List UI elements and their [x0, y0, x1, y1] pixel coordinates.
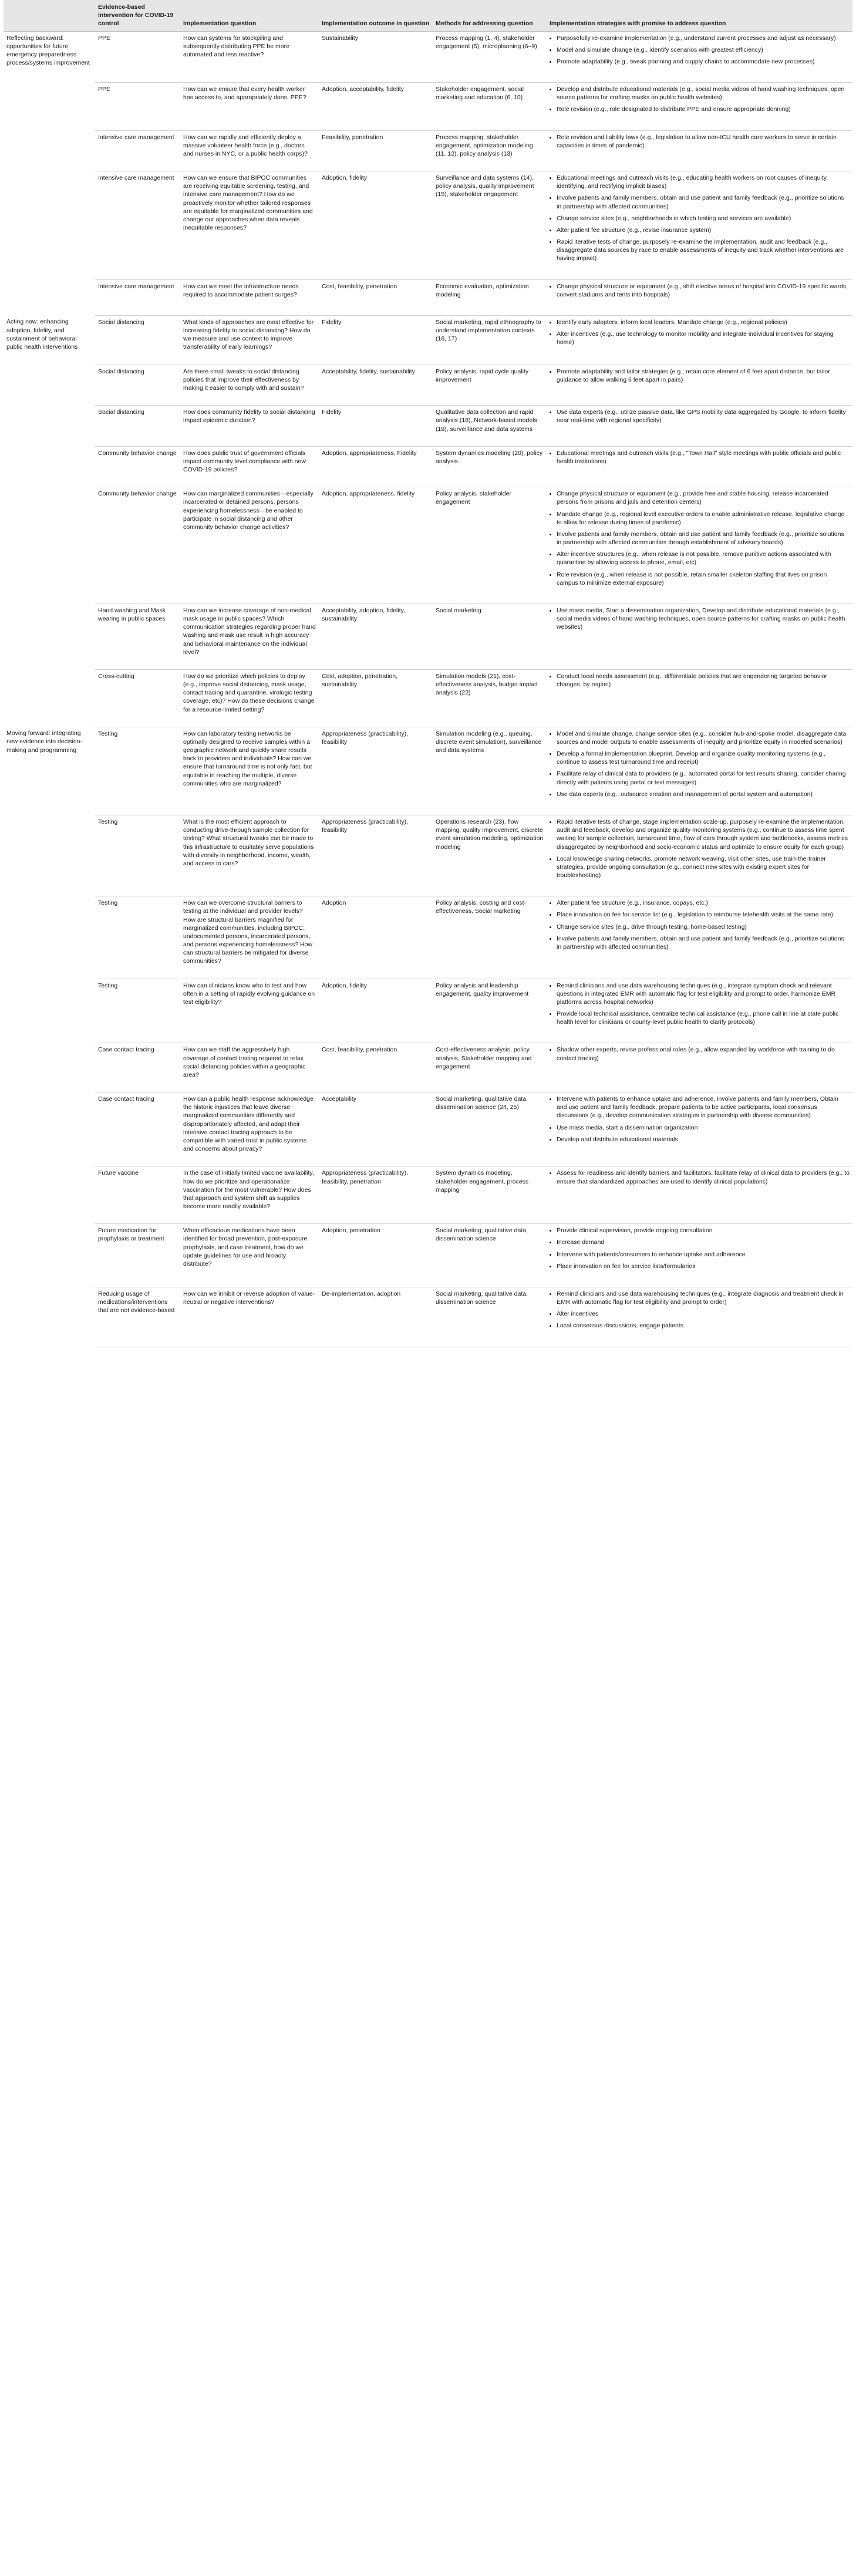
cell-strategies	[547, 896, 852, 979]
table-row	[4, 603, 852, 669]
table-header-row	[4, 0, 852, 31]
cell-question: How can a public health response acknowledge the historic injustices that leave diverse marginalized communities differently and disproportionately affected, and adapt their intensive contact tracing approach to be compatible with varied trust in public systems and concerns about privacy?	[180, 1093, 319, 1166]
strategy-item: • Local consensus discussions, engage patients	[557, 1321, 850, 1330]
cell-strategies	[547, 815, 852, 896]
cell-phase	[4, 446, 95, 487]
table-body	[4, 31, 852, 1347]
strategy-list	[550, 1290, 850, 1330]
cell-phase	[4, 1093, 95, 1166]
strategy-item: • Assess for readiness and identify barriers and facilitators, facilitate relay of clinical data to providers (e.g., to ensure that standardized approaches are used to identify clinical populations)	[557, 1169, 850, 1185]
cell-intervention: PPE	[95, 83, 180, 131]
table-row	[4, 487, 852, 604]
cell-phase	[4, 365, 95, 406]
cell-intervention: Intensive care management	[95, 279, 180, 315]
cell-question: How can we increase coverage of non-medical mask usage in public spaces? Which communication strategies regarding proper hand washing and mask use result in high accuracy and behavioral maintenance on the individual level?	[180, 603, 319, 669]
cell-phase	[4, 1287, 95, 1347]
cell-outcome: Adoption, appropriateness, Fidelity	[319, 446, 433, 487]
cell-outcome: De-implementation, adoption	[319, 1287, 433, 1347]
strategy-item: • Provide clinical supervision, provide ongoing consultation	[557, 1226, 850, 1235]
table-row	[4, 1287, 852, 1347]
implementation-table	[4, 0, 852, 1347]
strategy-item: • Develop and distribute educational materials	[557, 1135, 850, 1144]
table-row	[4, 315, 852, 365]
strategy-item: • Change physical structure or equipment (e.g., shift elective areas of hospital into COVID-19 specific wards, convert stadiums and tents into hospitals)	[557, 282, 850, 299]
cell-question: What is the most efficient approach to conducting drive-through sample collection for testing? What structural tweaks can be made to this infrastructure to equitably serve populations with diversity in neighborhood, income, wealth, and access to cars?	[180, 815, 319, 896]
cell-question: How can systems for stockpiling and subsequently distributing PPE be more automated and less reactive?	[180, 31, 319, 83]
header-phase	[4, 0, 95, 31]
cell-phase	[4, 279, 95, 315]
cell-strategies	[547, 1224, 852, 1287]
cell-outcome: Acceptability, adoption, fidelity, sustainability	[319, 603, 433, 669]
cell-methods: Policy analysis, costing and cost-effectiveness, Social marketing	[433, 896, 547, 979]
strategy-item: • Alter incentive structures (e.g., when release is not possible, remove punitive actions associated with quarantine by allowing access to phone, email, etc)	[557, 550, 850, 567]
strategy-item: • Use data experts (e.g., utilize passive data, like GPS mobility data aggregated by Google, to inform fidelity near real-time with regional specificity)	[557, 408, 850, 424]
cell-methods: Social marketing	[433, 603, 547, 669]
cell-question: How do we prioritize which policies to deploy (e.g., improve social distancing, mask usage, contact tracing and quarantine, virologic testing coverage, etc)? How do these decisions change for a resource-limited setting?	[180, 669, 319, 727]
cell-question: Are there small tweaks to social distancing policies that improve their effectiveness by making it easier to comply with and sustain?	[180, 365, 319, 406]
cell-phase: Reflecting backward: opportunities for future emergency preparedness process/systems improvement	[4, 31, 95, 83]
strategy-item: • Alter incentives (e.g., use technology to monitor mobility and integrate individual incentives for staying home)	[557, 330, 850, 346]
strategy-item: • Change service sites (e.g., neighborhoods in which testing and services are available)	[557, 214, 850, 222]
cell-strategies	[547, 979, 852, 1043]
table-row	[4, 1093, 852, 1166]
table-row	[4, 1166, 852, 1224]
table-row	[4, 365, 852, 406]
cell-intervention: Social distancing	[95, 406, 180, 447]
cell-outcome: Acceptability	[319, 1093, 433, 1166]
cell-outcome: Cost, feasibility, penetration	[319, 1043, 433, 1093]
cell-methods: Simulation models (21), cost-effectiveness analysis, budget impact analysis (22)	[433, 669, 547, 727]
table-row	[4, 1043, 852, 1093]
cell-strategies	[547, 1093, 852, 1166]
cell-strategies	[547, 315, 852, 365]
cell-question: How can laboratory testing networks be optimally designed to receive samples within a geographic network and quickly share results back to providers and individuals? How can we ensure that turnaround time is not only fast, but equitable in reaching the multiple, diverse communities who are marginalized?	[180, 727, 319, 815]
strategy-list	[550, 1046, 850, 1062]
cell-methods: Social marketing, qualitative data, dissemination science	[433, 1224, 547, 1287]
cell-outcome: Fidelity	[319, 315, 433, 365]
cell-question: How can marginalized communities—especially incarcerated or detained persons, persons experiencing homelessness—be enabled to participate in social distancing and other community behavior change activities?	[180, 487, 319, 604]
strategy-item: • Place innovation on fee for service lists/formularies	[557, 1262, 850, 1270]
cell-intervention: Testing	[95, 815, 180, 896]
cell-phase	[4, 979, 95, 1043]
cell-phase: Moving forward: integrating new evidence into decision-making and programming	[6, 730, 82, 754]
cell-phase	[4, 896, 95, 979]
cell-question: How can we rapidly and efficiently deploy a massive volunteer health force (e.g., doctors and nurses in NYC, or a public health corps)?	[180, 130, 319, 171]
cell-phase	[4, 406, 95, 447]
strategy-item: • Remind clinicians and use data warehousing techniques (e.g., integrate diagnosis and treatment check in EMR with automatic flag for test eligibility and prompt to order)	[557, 1290, 850, 1306]
cell-methods: Process mapping, stakeholder engagement, optimization modeling (11, 12), policy analysis (13)	[433, 130, 547, 171]
cell-strategies	[547, 669, 852, 727]
cell-question: How does public trust of government officials impact community level compliance with new COVID-19 policies?	[180, 446, 319, 487]
strategy-item: • Model and simulate change (e.g., identify scenarios with greatest efficiency)	[557, 46, 850, 54]
strategy-list	[550, 408, 850, 424]
strategy-list	[550, 672, 850, 689]
cell-outcome: Feasibility, penetration	[319, 130, 433, 171]
strategy-item: • Rapid iterative tests of change, purposely re-examine the implementation, audit and feedback (e.g., disaggregate data sources by race to enable assessments of inequity and track whether interventions are having impact)	[557, 238, 850, 263]
strategy-item: • Mandate change (e.g., regional level executive orders to enable administrative release, legislative change to allow for release during times of pandemic)	[557, 510, 850, 527]
cell-outcome: Cost, feasibility, penetration	[319, 279, 433, 315]
table-row	[4, 130, 852, 171]
cell-outcome: Appropriateness (practicability), feasibility	[319, 815, 433, 896]
strategy-item: • Increase demand	[557, 1238, 850, 1246]
cell-strategies	[547, 1166, 852, 1224]
cell-phase	[4, 815, 95, 896]
cell-strategies	[547, 406, 852, 447]
cell-methods: Social marketing, rapid ethnography to understand implementation contexts (16, 17)	[433, 315, 547, 365]
strategy-item: • Shadow other experts, revise professional roles (e.g., allow expanded lay workforce with training to do contact tracing)	[557, 1046, 850, 1062]
strategy-list	[550, 318, 850, 347]
strategy-item: • Use mass media, Start a dissemination organization, Develop and distribute educational materials (e.g., social media videos of hand washing techniques, open source patterns for crafting masks on public health websites)	[557, 606, 850, 632]
strategy-list	[550, 282, 850, 299]
strategy-list	[550, 1095, 850, 1144]
strategy-item: • Change physical structure or equipment (e.g., provide free and stable housing, release incarcerated persons from prisons and jails and detention centers)	[557, 490, 850, 506]
cell-strategies	[547, 83, 852, 131]
strategy-list	[550, 730, 850, 798]
strategy-list	[550, 133, 850, 150]
strategy-list	[550, 899, 850, 951]
strategy-list	[550, 85, 850, 114]
cell-intervention: Future vaccine	[95, 1166, 180, 1224]
strategy-item: • Role revision (e.g., when release is not possible, retain smaller skeleton staffing that lives on prison campus to minimize external exposure)	[557, 571, 850, 587]
strategy-item: • Promote adaptability and tailor strategies (e.g., retain core element of 6 feet apart distance, but tailor guidance to allow walking 6 feet apart in pairs)	[557, 367, 850, 384]
cell-intervention: Intensive care management	[95, 130, 180, 171]
strategy-item: • Change service sites (e.g., drive through testing, home-based testing)	[557, 923, 850, 931]
strategy-item: • Intervene with patients/consumers to enhance uptake and adherence	[557, 1250, 850, 1259]
strategy-item: • Involve patients and family members, obtain and use patient and family feedback (e.g., prioritize solutions in partnership with affected communities)	[557, 935, 850, 951]
cell-question: How can we ensure that every health worker has access to, and appropriately dons, PPE?	[180, 83, 319, 131]
strategy-item: • Remind clinicians and use data warehousing techniques (e.g., integrate symptom check and relevant questions in integrated EMR with automatic flag for test eligibility and prompt to order, harmonize EMR platforms across hospital networks)	[557, 982, 850, 1007]
cell-strategies	[547, 603, 852, 669]
strategy-item: • Use mass media, start a dissemination organization	[557, 1124, 850, 1132]
strategy-item: • Intervene with patients to enhance uptake and adherence, involve patients and family members, Obtain and use patient and family feedback, prepare patients to be active participants, local consensus discussions (e.g., develop communication strategies in partnership with diverse communities)	[557, 1095, 850, 1120]
cell-methods: Stakeholder engagement, social marketing and education (6, 10)	[433, 83, 547, 131]
table-row	[4, 31, 852, 83]
cell-intervention: Testing	[95, 896, 180, 979]
cell-intervention: Future medication for prophylaxis or treatment	[95, 1224, 180, 1287]
header-question: Implementation question	[180, 0, 319, 31]
cell-intervention: Community behavior change	[95, 487, 180, 604]
strategy-list	[550, 982, 850, 1027]
cell-methods: Qualitative data collection and rapid analysis (18), Network-based models (19), surveillance and data systems	[433, 406, 547, 447]
cell-methods: Policy analysis and leadership engagement, quality improvement	[433, 979, 547, 1043]
cell-intervention: Social distancing	[95, 365, 180, 406]
table-row	[4, 406, 852, 447]
strategy-item: • Alter patient fee structure (e.g., insurance, copays, etc.)	[557, 899, 850, 907]
cell-intervention: Social distancing	[95, 315, 180, 365]
cell-strategies	[547, 1287, 852, 1347]
strategy-item: • Provide local technical assistance, centralize technical assistance (e.g., phone call in line at state public health level for clinicians or county-level public health to clarify protocols)	[557, 1010, 850, 1026]
strategy-list	[550, 174, 850, 263]
cell-methods: Process mapping (1, 4), stakeholder engagement (5), microplanning (6–9)	[433, 31, 547, 83]
table-row	[4, 669, 852, 727]
strategy-list	[550, 367, 850, 384]
cell-methods: Cost-effectiveness analysis, policy analysis, Stakeholder mapping and engagement	[433, 1043, 547, 1093]
cell-question: How can we inhibit or reverse adoption of value-neutral or negative interventions?	[180, 1287, 319, 1347]
table-row	[4, 815, 852, 896]
cell-strategies	[547, 446, 852, 487]
cell-outcome: Adoption, appropriateness, fidelity	[319, 487, 433, 604]
cell-outcome: Adoption, penetration	[319, 1224, 433, 1287]
cell-intervention: Case contact tracing	[95, 1093, 180, 1166]
strategy-item: • Promote adaptability (e.g., tweak planning and supply chains to accommodate new processes)	[557, 58, 850, 66]
strategy-item: • Educational meetings and outreach visits (e.g., "Town Hall" style meetings with public officials and public health institutions)	[557, 449, 850, 466]
strategy-item: • Rapid iterative tests of change, stage implementation scale-up, purposely re-examine the implementation, audit and feedback, develop and organize quality monitoring systems (e.g., continue to assess time spent waiting for sample collection, turnaround time, flow of cars through system and bottlenecks, assess metrics disaggregated by neighborhood and socio-economic status and optimize to ensure equity for each group)	[557, 818, 850, 851]
cell-methods: System dynamics modeling (20), policy analysis	[433, 446, 547, 487]
strategy-item: • Role revision and liability laws (e.g., legislation to allow non-ICU health care workers to serve in certain capacities in times of pandemic)	[557, 133, 850, 150]
strategy-item: • Alter incentives	[557, 1310, 850, 1318]
cell-strategies	[547, 1043, 852, 1093]
cell-strategies	[547, 279, 852, 315]
cell-question: When efficacious medications have been identified for broad prevention, post-exposure prophylaxis, and case treatment, how do we update guidelines for use and broadly distribute?	[180, 1224, 319, 1287]
cell-intervention: Hand washing and Mask wearing in public spaces	[95, 603, 180, 669]
strategy-item: • Alter patient fee structure (e.g., revise insurance system)	[557, 226, 850, 234]
table-row	[4, 727, 852, 815]
cell-phase	[4, 1224, 95, 1287]
cell-intervention: PPE	[95, 31, 180, 83]
strategy-item: • Involve patients and family members, obtain and use patient and family feedback (e.g., prioritize solutions in partnership with affected communities through establishment of advisory boards)	[557, 530, 850, 547]
cell-intervention: Reducing usage of medications/interventions that are not evidence-based	[95, 1287, 180, 1347]
strategy-list	[550, 34, 850, 66]
cell-intervention: Community behavior change	[95, 446, 180, 487]
cell-methods: System dynamics modeling, stakeholder engagement, process mapping	[433, 1166, 547, 1224]
cell-intervention: Testing	[95, 979, 180, 1043]
header-methods: Methods for addressing question	[433, 0, 547, 31]
cell-question: How can we meet the infrastructure needs required to accommodate patient surges?	[180, 279, 319, 315]
table-row	[4, 83, 852, 131]
cell-question: How can we staff the aggressively high coverage of contact tracing required to relax social distancing policies within a geographic area?	[180, 1043, 319, 1093]
cell-strategies	[547, 130, 852, 171]
cell-strategies	[547, 487, 852, 604]
cell-phase	[4, 83, 95, 131]
cell-phase	[4, 603, 95, 669]
table-row	[4, 979, 852, 1043]
cell-methods: Policy analysis, rapid cycle quality improvement	[433, 365, 547, 406]
cell-question: How does community fidelity to social distancing impact epidemic duration?	[180, 406, 319, 447]
cell-question: How can clinicians know who to test and how often in a setting of rapidly evolving guidance on test eligibility?	[180, 979, 319, 1043]
cell-phase	[4, 130, 95, 171]
strategy-item: • Place innovation on fee for service list (e.g., legislation to reimburse telehealth visits at the same rate)	[557, 911, 850, 919]
cell-strategies	[547, 31, 852, 83]
strategy-list	[550, 490, 850, 587]
table-row	[4, 446, 852, 487]
strategy-item: • Facilitate relay of clinical data to providers (e.g., automated portal for test results sharing, consider sharing directly with patients using portal or text messages)	[557, 770, 850, 786]
cell-methods: Social marketing, qualitative data, dissemination science (24, 25)	[433, 1093, 547, 1166]
cell-phase	[4, 1043, 95, 1093]
cell-question: How can we overcome structural barriers to testing at the individual and provider levels? How are structural barriers magnified for marginalized communities, including BIPOC, undocumented persons, incarcerated persons, and persons experiencing homelessness? How can structural barriers be mitigated for diverse communities?	[180, 896, 319, 979]
cell-outcome: Acceptability, fidelity, sustainability	[319, 365, 433, 406]
cell-outcome: Adoption, fidelity	[319, 171, 433, 280]
cell-intervention: Case contact tracing	[95, 1043, 180, 1093]
strategy-item: • Role revision (e.g., role designated to distribute PPE and ensure appropriate donning)	[557, 105, 850, 113]
cell-intervention: Cross-cutting	[95, 669, 180, 727]
cell-outcome: Appropriateness (practicability), feasibility	[319, 727, 433, 815]
cell-strategies	[547, 727, 852, 815]
cell-outcome: Fidelity	[319, 406, 433, 447]
strategy-item: • Model and simulate change, change service sites (e.g., consider hub-and-spoke model, disaggregate data sources and model outputs to enable assessments of inequity and prioritize equity in modeled scenarios)	[557, 730, 850, 746]
cell-phase: Acting now: enhancing adoption, fidelity, and sustainment of behavioral public health interventions	[6, 318, 78, 350]
cell-outcome: Adoption, fidelity	[319, 979, 433, 1043]
table-row	[4, 171, 852, 280]
strategy-item: • Conduct local needs assessment (e.g., differentiate policies that are engendering targeted behavior changes, by region)	[557, 672, 850, 689]
strategy-item: • Local knowledge sharing networks, promote network weaving, visit other sites, use train-the-trainer strategies, provide ongoing consultation (e.g., connect new sites with existing expert sites for troubleshooting)	[557, 855, 850, 880]
table-row	[4, 896, 852, 979]
cell-methods: Surveillance and data systems (14), policy analysis, quality improvement (15), stakeholder engagement	[433, 171, 547, 280]
strategy-item: • Educational meetings and outreach visits (e.g., educating health workers on root causes of inequity, identifying, and rectifying implicit biases)	[557, 174, 850, 190]
cell-question: What kinds of approaches are most effective for increasing fidelity to social distancing? How do we measure and use context to improve transferability of early learnings?	[180, 315, 319, 365]
table-row	[4, 279, 852, 315]
strategy-list	[550, 1226, 850, 1270]
cell-intervention: Testing	[95, 727, 180, 815]
strategy-list	[550, 606, 850, 632]
strategy-item: • Develop and distribute educational materials (e.g., social media videos of hand washing techniques, open source patterns for crafting masks on public health websites)	[557, 85, 850, 102]
cell-question: In the case of initially limited vaccine availability, how do we prioritize and operationalize vaccination for the most vulnerable? How does that approach and system shift as supplies become more readily available?	[180, 1166, 319, 1224]
cell-phase	[4, 487, 95, 604]
strategy-list	[550, 449, 850, 466]
cell-methods: Social marketing, qualitative data, dissemination science	[433, 1287, 547, 1347]
strategy-list	[550, 818, 850, 879]
strategy-item: • Use data experts (e.g., outsource creation and management of portal system and automation)	[557, 790, 850, 798]
cell-question: How can we ensure that BIPOC communities are receiving equitable screening, testing, and intensive care management? How do we proactively monitor whether tailored responses are equitable for marginalized communities and change our approaches when data reveals inequitable responses?	[180, 171, 319, 280]
header-strategies: Implementation strategies with promise to address question	[547, 0, 852, 31]
cell-methods: Policy analysis, stakeholder engagement	[433, 487, 547, 604]
strategy-list	[550, 1169, 850, 1185]
cell-phase	[4, 669, 95, 727]
cell-intervention: Intensive care management	[95, 171, 180, 280]
header-intervention: Evidence-based intervention for COVID-19 control	[95, 0, 180, 31]
strategy-item: • Develop a formal implementation blueprint, Develop and organize quality monitoring systems (e.g., continue to assess test turnaround time and receipt)	[557, 750, 850, 766]
cell-methods: Operations research (23), flow mapping, quality improvement, discrete event simulation modeling, optimization modeling	[433, 815, 547, 896]
strategy-item: • Involve patients and family members, obtain and use patient and family feedback (e.g., prioritize solutions in partnership with affected communities)	[557, 194, 850, 210]
cell-outcome: Sustainability	[319, 31, 433, 83]
cell-phase	[4, 1166, 95, 1224]
cell-outcome: Appropriateness (practicability), feasibility, penetration	[319, 1166, 433, 1224]
strategy-item: • Purposefully re-examine implementation (e.g., understand current processes and adjust as necessary)	[557, 34, 850, 42]
cell-methods: Simulation modeling (e.g., queuing, discrete event simulation), surveillance and data systems	[433, 727, 547, 815]
cell-outcome: Adoption, acceptability, fidelity	[319, 83, 433, 131]
cell-outcome: Adoption	[319, 896, 433, 979]
strategy-item: • Identify early adopters, inform local leaders, Mandate change (e.g., regional policies)	[557, 318, 850, 326]
cell-methods: Economic evaluation, optimization modeling	[433, 279, 547, 315]
cell-phase	[4, 171, 95, 280]
table-row	[4, 1224, 852, 1287]
header-outcome: Implementation outcome in question	[319, 0, 433, 31]
cell-strategies	[547, 365, 852, 406]
cell-outcome: Cost, adoption, penetration, sustainability	[319, 669, 433, 727]
cell-strategies	[547, 171, 852, 280]
